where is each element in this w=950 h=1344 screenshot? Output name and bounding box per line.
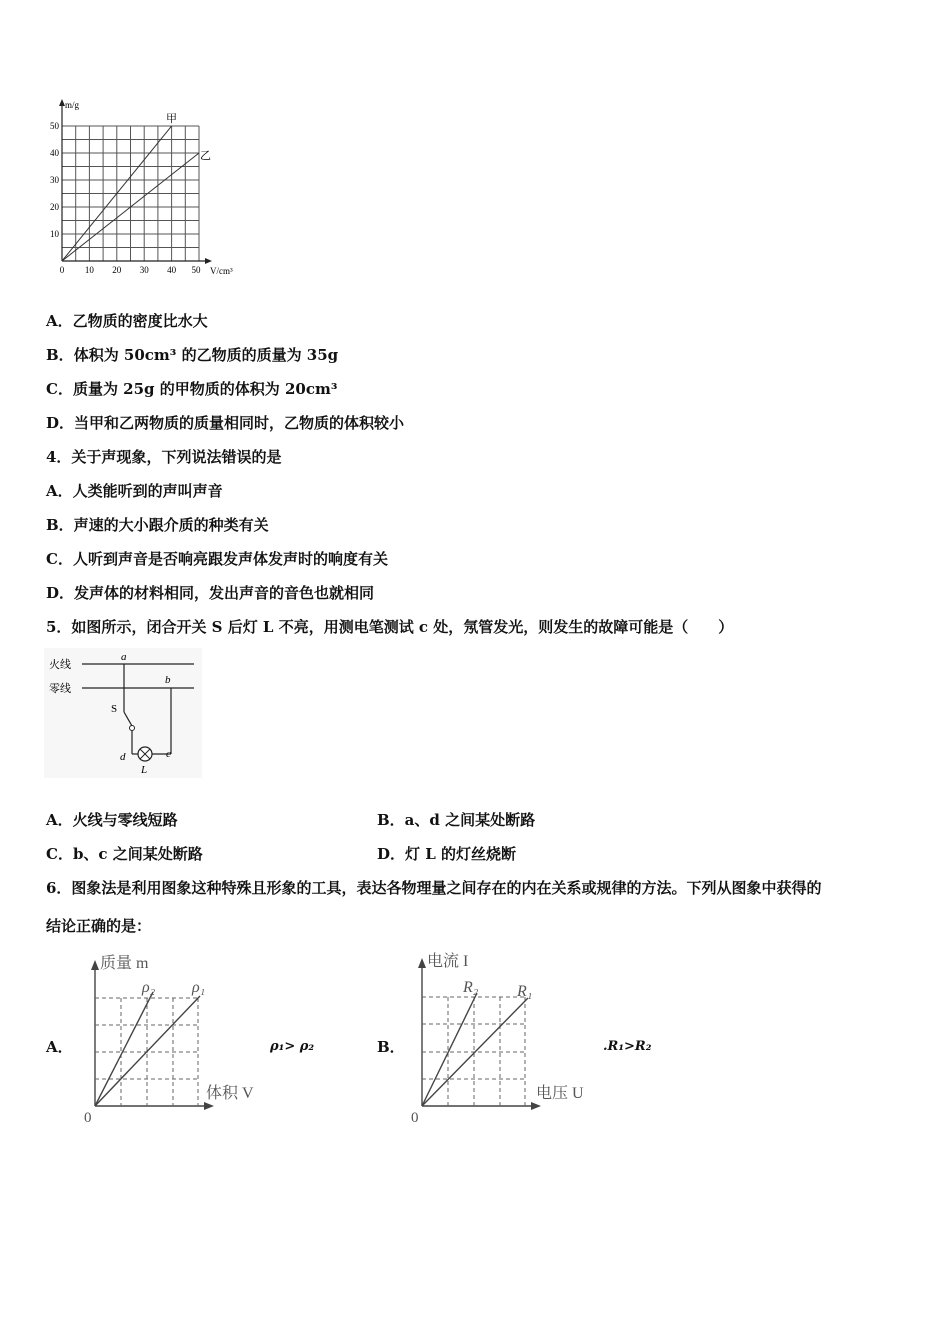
- x-tick: 20: [112, 265, 122, 275]
- q6-option-b-conclusion: .R₁>R₂: [603, 1039, 652, 1054]
- label-l: L: [141, 764, 148, 776]
- label-live-wire: 火线: [49, 659, 71, 671]
- mass-volume-chart: [38, 96, 253, 281]
- q3-option-a: A．乙物质的密度比水大: [46, 312, 208, 330]
- q4-option-b: B．声速的大小跟介质的种类有关: [46, 516, 269, 534]
- x-tick: 0: [59, 265, 65, 275]
- origin-label: 0: [84, 1110, 92, 1126]
- label-jia: 甲: [166, 113, 177, 125]
- y-axis-label: 电流 I: [427, 953, 469, 970]
- q6-stem-line1: 6．图象法是利用图象这种特殊且形象的工具，表达各物理量之间存在的内在关系或规律的方法。下列从图象中获得的: [46, 879, 822, 897]
- y-axis-label: 质量 m: [100, 955, 149, 972]
- y-tick: 50: [50, 121, 59, 131]
- label-b: b: [165, 674, 171, 686]
- line-r2: [422, 993, 477, 1106]
- q6-option-b-letter: B．: [377, 1038, 405, 1056]
- label-r1: R₁: [517, 983, 533, 1000]
- label-neutral-wire: 零线: [49, 683, 71, 695]
- x-tick: 30: [139, 265, 149, 275]
- x-axis-label: 电压 U: [536, 1085, 584, 1102]
- x-tick: 10: [84, 265, 94, 275]
- q3-option-b: B．体积为 50cm³ 的乙物质的质量为 35g: [46, 346, 339, 364]
- line-rho2: [95, 992, 153, 1106]
- label-rho1: ρ₁: [192, 979, 206, 996]
- label-c: c: [166, 748, 171, 760]
- y-tick: 10: [50, 229, 59, 239]
- q4-option-c: C．人听到声音是否响亮跟发声体发声时的响度有关: [46, 550, 388, 568]
- origin-label: 0: [411, 1110, 419, 1126]
- x-tick: 40: [167, 265, 177, 275]
- label-s: S: [111, 703, 118, 715]
- label-yi: 乙: [200, 150, 211, 162]
- q3-option-d: D．当甲和乙两物质的质量相同时，乙物质的体积较小: [46, 414, 405, 432]
- q6-stem-line2: 结论正确的是：: [46, 917, 152, 935]
- mass-volume-graph: [78, 948, 278, 1128]
- q4-stem: 4．关于声现象，下列说法错误的是: [46, 448, 282, 466]
- x-tick: 50: [191, 265, 201, 275]
- q3-option-c: C．质量为 25g 的甲物质的体积为 20cm³: [46, 380, 338, 398]
- label-d: d: [120, 751, 126, 763]
- x-axis-label: 体积 V: [206, 1085, 254, 1102]
- y-tick: 40: [50, 148, 59, 158]
- q4-option-a: A．人类能听到的声叫声音: [46, 482, 223, 500]
- q6-option-a-conclusion: ρ₁> ρ₂: [270, 1039, 315, 1054]
- x-axis-label: V/cm³: [210, 266, 233, 276]
- q5-option-d: D．灯 L 的灯丝烧断: [377, 845, 516, 863]
- q5-option-a: A．火线与零线短路: [46, 811, 178, 829]
- q5-option-b: B．a、d 之间某处断路: [377, 811, 536, 829]
- q5-option-c: C．b、c 之间某处断路: [46, 845, 203, 863]
- y-axis-label: m/g: [65, 100, 80, 110]
- y-tick: 20: [50, 202, 59, 212]
- q5-stem: 5．如图所示，闭合开关 S 后灯 L 不亮，用测电笔测试 c 处，氖管发光，则发生的故障可能是（ ）: [46, 618, 734, 636]
- q4-option-d: D．发声体的材料相同，发出声音的音色也就相同: [46, 584, 375, 602]
- q6-option-a-letter: A．: [46, 1038, 73, 1056]
- label-rho2: ρ₂: [142, 979, 156, 996]
- y-tick: 30: [50, 175, 59, 185]
- current-voltage-graph: [405, 946, 605, 1126]
- label-a: a: [121, 651, 127, 663]
- label-r2: R₂: [463, 979, 479, 996]
- circuit-diagram: [44, 648, 202, 778]
